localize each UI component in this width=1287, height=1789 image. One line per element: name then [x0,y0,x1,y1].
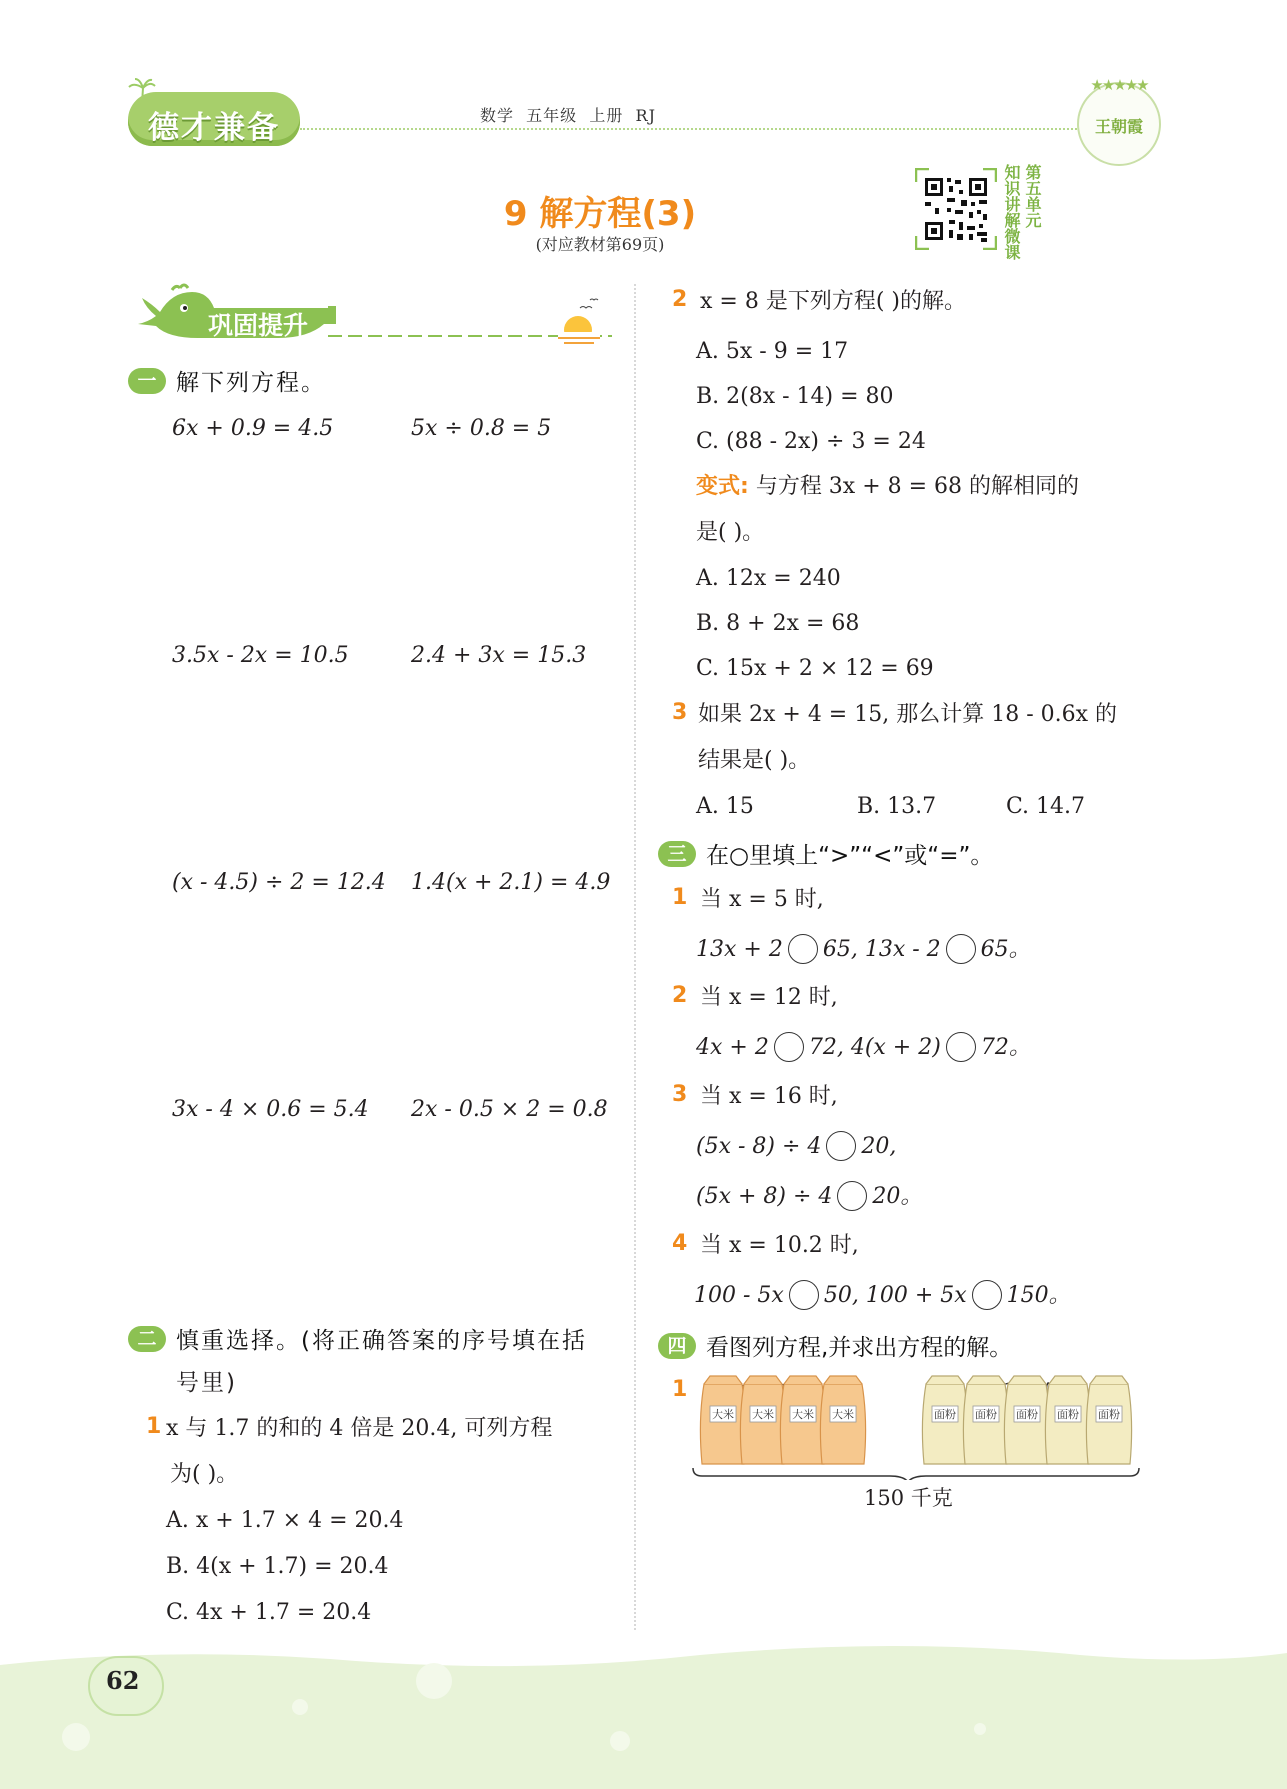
q3-1-rhs-b: 65。 [980,937,1031,962]
column-divider [634,284,636,1630]
q3-1-comparisons [696,934,1031,965]
q3-1-rhs-a: 65, [822,937,858,962]
q3-3-comparison-b [696,1181,922,1212]
footer-decoration [0,1625,1287,1789]
equation-4b: 2x - 0.5 × 2 = 0.8 [411,1097,608,1122]
q3-2-condition: 当 x = 12 时, [700,985,838,1010]
flour-bags [922,1376,1131,1464]
q2-3-option-b[interactable]: B. 13.7 [857,794,937,819]
q3-4-number: 4 [672,1231,688,1256]
section-4-header [658,1329,1012,1362]
variant-option-b[interactable]: B. 8 + 2x = 68 [696,611,860,636]
q2-3-option-a[interactable]: A. 15 [696,794,754,819]
q2-2-option-c[interactable]: C. (88 - 2x) ÷ 3 = 24 [696,429,926,454]
equation-3a: (x - 4.5) ÷ 2 = 12.4 [172,870,386,895]
equation-3b: 1.4(x + 2.1) = 4.9 [411,870,611,895]
book-info: 数学 五年级 上册 RJ [480,106,656,125]
q2-1-blank[interactable]: 为( )。 [170,1462,239,1487]
bags-diagram [690,1370,1140,1480]
q2-3-stem: 如果 2x + 4 = 15, 那么计算 18 - 0.6x 的 [698,702,1118,727]
section-4-title: 看图列方程,并求出方程的解。 [706,1335,1013,1361]
svg-text:面粉: 面粉 [1057,1408,1079,1421]
q3-2-rhs-b: 72。 [980,1035,1031,1060]
q3-2-comparisons [696,1032,1031,1063]
q2-2-option-a[interactable]: A. 5x - 9 = 17 [696,339,849,364]
compare-circle[interactable] [972,1280,1002,1310]
svg-text:大米: 大米 [752,1408,774,1421]
q3-4-rhs-b: 150。 [1006,1283,1071,1308]
brand-seal [1077,76,1161,166]
stars-icon: ★★★★★ [1090,76,1148,94]
q2-1-option-c[interactable]: C. 4x + 1.7 = 20.4 [166,1600,372,1625]
q3-1-number: 1 [672,885,688,910]
section-1-title: 解下列方程。 [176,370,326,396]
q3-1-expr-a: 13x + 2 [696,937,783,962]
q3-3-number: 3 [672,1082,688,1107]
svg-text:面粉: 面粉 [1098,1408,1120,1421]
q3-4-condition: 当 x = 10.2 时, [700,1233,859,1258]
equation-2a: 3.5x - 2x = 10.5 [172,643,349,668]
section-3-badge: 三 [658,841,696,867]
header-divider [300,128,1080,130]
q2-1-option-b[interactable]: B. 4(x + 1.7) = 20.4 [166,1554,389,1579]
rice-bag [700,1376,745,1464]
banner-label: 巩固提升 [208,311,309,340]
q2-2-option-b[interactable]: B. 2(8x - 14) = 80 [696,384,894,409]
equation-1b: 5x ÷ 0.8 = 5 [411,416,552,441]
series-logo-text: 德才兼备 [148,110,280,146]
section-1-header [128,364,326,397]
svg-text:大米: 大米 [712,1408,734,1421]
variant-blank[interactable]: 是( )。 [696,520,765,545]
q3-1-condition: 当 x = 5 时, [700,887,824,912]
q3-3-comparison-a [696,1131,896,1162]
q4-1-number: 1 [672,1377,688,1402]
svg-text:大米: 大米 [832,1408,854,1421]
section-3-title: 在○里填上“>”“<”或“=”。 [706,843,994,869]
section-2-header [128,1322,587,1355]
page-number: 62 [106,1666,140,1695]
q3-2-expr-a: 4x + 2 [696,1035,769,1060]
compare-circle[interactable] [789,1280,819,1310]
q2-2-variant [696,472,1079,502]
compare-circle[interactable] [826,1131,856,1161]
section-2-badge: 二 [128,1326,166,1352]
lesson-subtitle: (对应教材第69页) [535,235,665,254]
q2-1-stem: x 与 1.7 的和的 4 倍是 20.4, 可列方程 [166,1416,553,1441]
equation-1a: 6x + 0.9 = 4.5 [172,416,334,441]
svg-text:面粉: 面粉 [975,1408,997,1421]
series-logo [128,92,300,146]
qr-caption-unit: 第五单元 [1023,164,1042,228]
brand-name: 王朝霞 [1094,117,1143,136]
qr-code-icon[interactable] [915,168,997,250]
rice-bags [700,1376,865,1464]
q3-3-condition: 当 x = 16 时, [700,1084,838,1109]
variant-option-c[interactable]: C. 15x + 2 × 12 = 69 [696,656,934,681]
section-2-title-cont: 号里) [176,1370,237,1396]
lesson-title: 9 解方程(3) [503,194,697,234]
q3-4-comparisons [694,1280,1071,1311]
q3-3-expr-b: (5x + 8) ÷ 4 [696,1184,833,1209]
q3-3-expr-a: (5x - 8) ÷ 4 [696,1134,822,1159]
q3-2-number: 2 [672,983,688,1008]
rice-bag [740,1376,785,1464]
q2-3-blank[interactable]: 结果是( )。 [698,748,811,773]
q3-2-rhs-a: 72, [808,1035,844,1060]
q2-2-number: 2 [672,287,688,312]
q3-4-rhs-a: 50, [823,1283,859,1308]
svg-text:面粉: 面粉 [1016,1408,1038,1421]
total-brace [693,1468,1139,1480]
section-2-title: 慎重选择。(将正确答案的序号填在括 [176,1328,587,1354]
flour-bag [1004,1376,1049,1464]
rice-bag [820,1376,865,1464]
q2-1-number: 1 [146,1414,162,1439]
total-weight-label: 150 千克 [864,1486,953,1510]
q3-3-rhs-b: 20。 [872,1184,923,1209]
compare-circle[interactable] [788,934,818,964]
section-1-badge: 一 [128,368,166,394]
q2-2-stem: x = 8 是下列方程( )的解。 [700,289,966,314]
svg-text:大米: 大米 [792,1408,814,1421]
flour-bag [963,1376,1008,1464]
flour-bag [1045,1376,1090,1464]
section-banner [128,282,612,344]
q3-3-rhs-a: 20, [861,1134,897,1159]
variant-stem: 与方程 3x + 8 = 68 的解相同的 [755,474,1080,499]
equation-4a: 3x - 4 × 0.6 = 5.4 [172,1097,369,1122]
flour-bag [922,1376,967,1464]
variant-label: 变式: [696,474,749,499]
q2-1-option-a[interactable]: A. x + 1.7 × 4 = 20.4 [166,1508,404,1533]
compare-circle[interactable] [946,934,976,964]
q2-3-number: 3 [672,700,688,725]
rice-bag [780,1376,825,1464]
variant-option-a[interactable]: A. 12x = 240 [696,566,841,591]
section-3-header [658,837,993,870]
q3-4-expr-a: 100 - 5x [694,1283,784,1308]
q3-4-expr-b: 100 + 5x [865,1283,967,1308]
compare-circle[interactable] [774,1032,804,1062]
svg-text:面粉: 面粉 [934,1408,956,1421]
section-4-badge: 四 [658,1333,696,1359]
q3-2-expr-b: 4(x + 2) [850,1035,941,1060]
qr-caption-micro-lesson: 知识讲解微课 [1002,164,1021,260]
q3-1-expr-b: 13x - 2 [864,937,941,962]
equation-2b: 2.4 + 3x = 15.3 [411,643,587,668]
q2-3-option-c[interactable]: C. 14.7 [1006,794,1086,819]
compare-circle[interactable] [837,1181,867,1211]
compare-circle[interactable] [946,1032,976,1062]
flour-bag [1086,1376,1131,1464]
